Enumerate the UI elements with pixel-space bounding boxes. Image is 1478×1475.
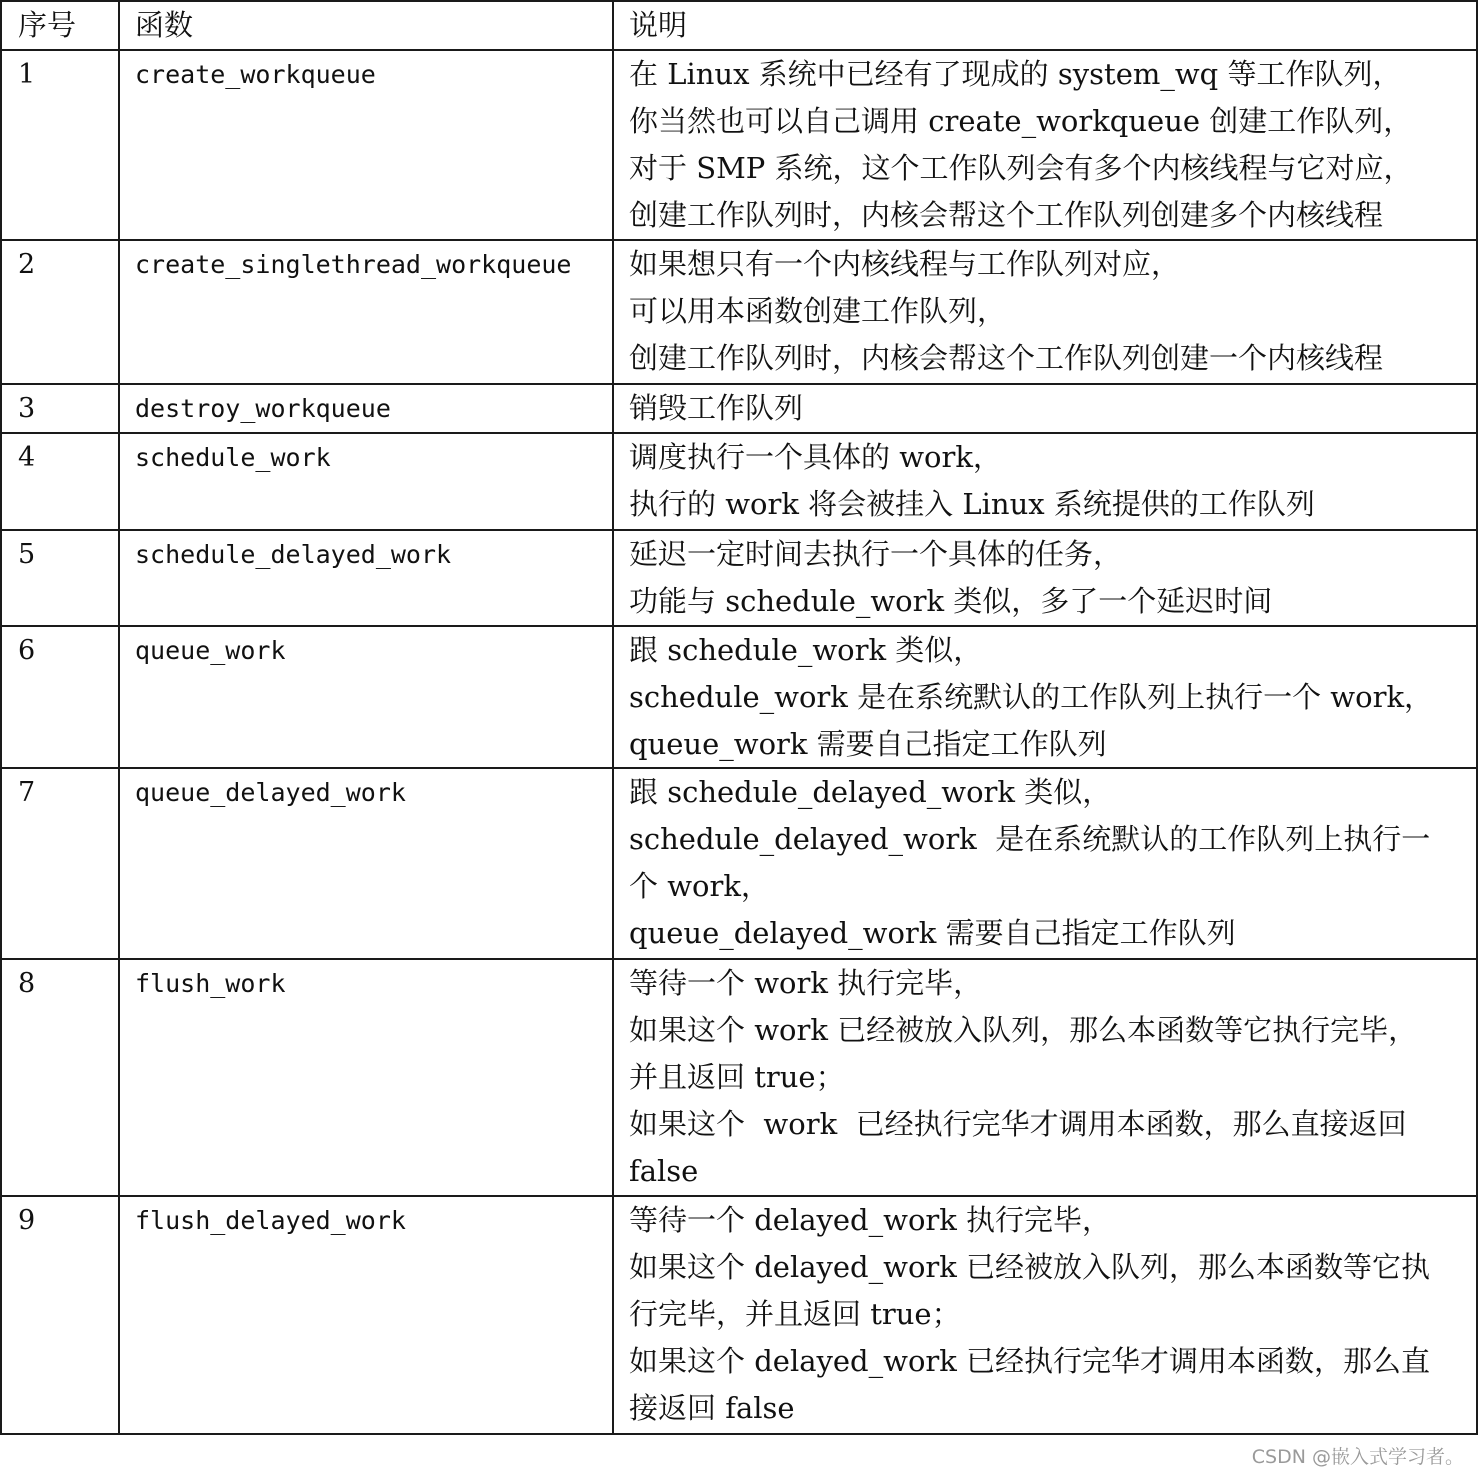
description-line: 如果这个 delayed_work 已经执行完华才调用本函数，那么直 (629, 1344, 1431, 1378)
function-name: queue_work (135, 636, 286, 665)
description-line: schedule_delayed_work 是在系统默认的工作队列上执行一 (629, 822, 1431, 856)
description-line: 并且返回 true； (629, 1060, 845, 1094)
row-index: 8 (18, 968, 36, 999)
header-description: 说明 (629, 8, 688, 42)
description-line: 功能与 schedule_work 类似，多了一个延迟时间 (629, 584, 1273, 618)
table-vertical-border (118, 0, 120, 1435)
description-line: 创建工作队列时，内核会帮这个工作队列创建多个内核线程 (629, 198, 1384, 232)
description-line: 行完毕，并且返回 true； (629, 1297, 961, 1331)
function-name: create_singlethread_workqueue (135, 250, 572, 279)
row-index: 9 (18, 1205, 36, 1236)
description-line: 你当然也可以自己调用 create_workqueue 创建工作队列， (629, 104, 1413, 138)
csdn-watermark: CSDN @嵌入式学习者。 (1251, 1446, 1464, 1468)
function-name: schedule_work (135, 443, 331, 472)
description-line: 可以用本函数创建工作队列， (629, 294, 1007, 328)
table-horizontal-border (0, 1433, 1478, 1435)
function-name: create_workqueue (135, 60, 376, 89)
function-name: flush_delayed_work (135, 1206, 406, 1235)
header-index: 序号 (18, 8, 77, 42)
description-line: 等待一个 delayed_work 执行完毕， (629, 1203, 1112, 1237)
function-name: flush_work (135, 969, 286, 998)
description-line: 销毁工作队列 (629, 391, 804, 425)
table-vertical-border (0, 0, 2, 1435)
row-index: 4 (18, 442, 36, 473)
description-line: queue_delayed_work 需要自己指定工作队列 (629, 916, 1236, 950)
description-line: 创建工作队列时，内核会帮这个工作队列创建一个内核线程 (629, 341, 1384, 375)
row-index: 6 (18, 635, 36, 666)
description-line: 调度执行一个具体的 work， (629, 440, 1002, 474)
table-vertical-border (612, 0, 614, 1435)
table-horizontal-border (0, 0, 1478, 2)
description-line: 对于 SMP 系统，这个工作队列会有多个内核线程与它对应， (629, 151, 1413, 185)
function-name: destroy_workqueue (135, 394, 391, 423)
description-line: schedule_work 是在系统默认的工作队列上执行一个 work， (629, 680, 1434, 714)
description-line: 延迟一定时间去执行一个具体的任务， (629, 537, 1123, 571)
description-line: 接返回 false (629, 1391, 795, 1425)
description-line: 如果这个 work 已经执行完华才调用本函数，那么直接返回 (629, 1107, 1407, 1141)
description-line: 跟 schedule_work 类似， (629, 633, 983, 667)
description-line: 如果这个 delayed_work 已经被放入队列，那么本函数等它执 (629, 1250, 1431, 1284)
description-line: 在 Linux 系统中已经有了现成的 system_wq 等工作队列， (629, 57, 1402, 91)
row-index: 7 (18, 777, 36, 808)
row-index: 1 (18, 59, 36, 90)
description-line: 如果这个 work 已经被放入队列，那么本函数等它执行完毕， (629, 1013, 1418, 1047)
header-function: 函数 (135, 8, 194, 42)
function-name: schedule_delayed_work (135, 540, 452, 569)
row-index: 5 (18, 539, 36, 570)
description-line: 个 work， (629, 869, 770, 903)
description-line: false (629, 1154, 699, 1188)
description-line: 如果想只有一个内核线程与工作队列对应， (629, 247, 1181, 281)
description-line: 等待一个 work 执行完毕， (629, 966, 983, 1000)
row-index: 2 (18, 249, 36, 280)
description-line: queue_work 需要自己指定工作队列 (629, 727, 1107, 761)
description-line: 跟 schedule_delayed_work 类似， (629, 775, 1112, 809)
function-name: queue_delayed_work (135, 778, 406, 807)
row-index: 3 (18, 393, 36, 424)
description-line: 执行的 work 将会被挂入 Linux 系统提供的工作队列 (629, 487, 1315, 521)
